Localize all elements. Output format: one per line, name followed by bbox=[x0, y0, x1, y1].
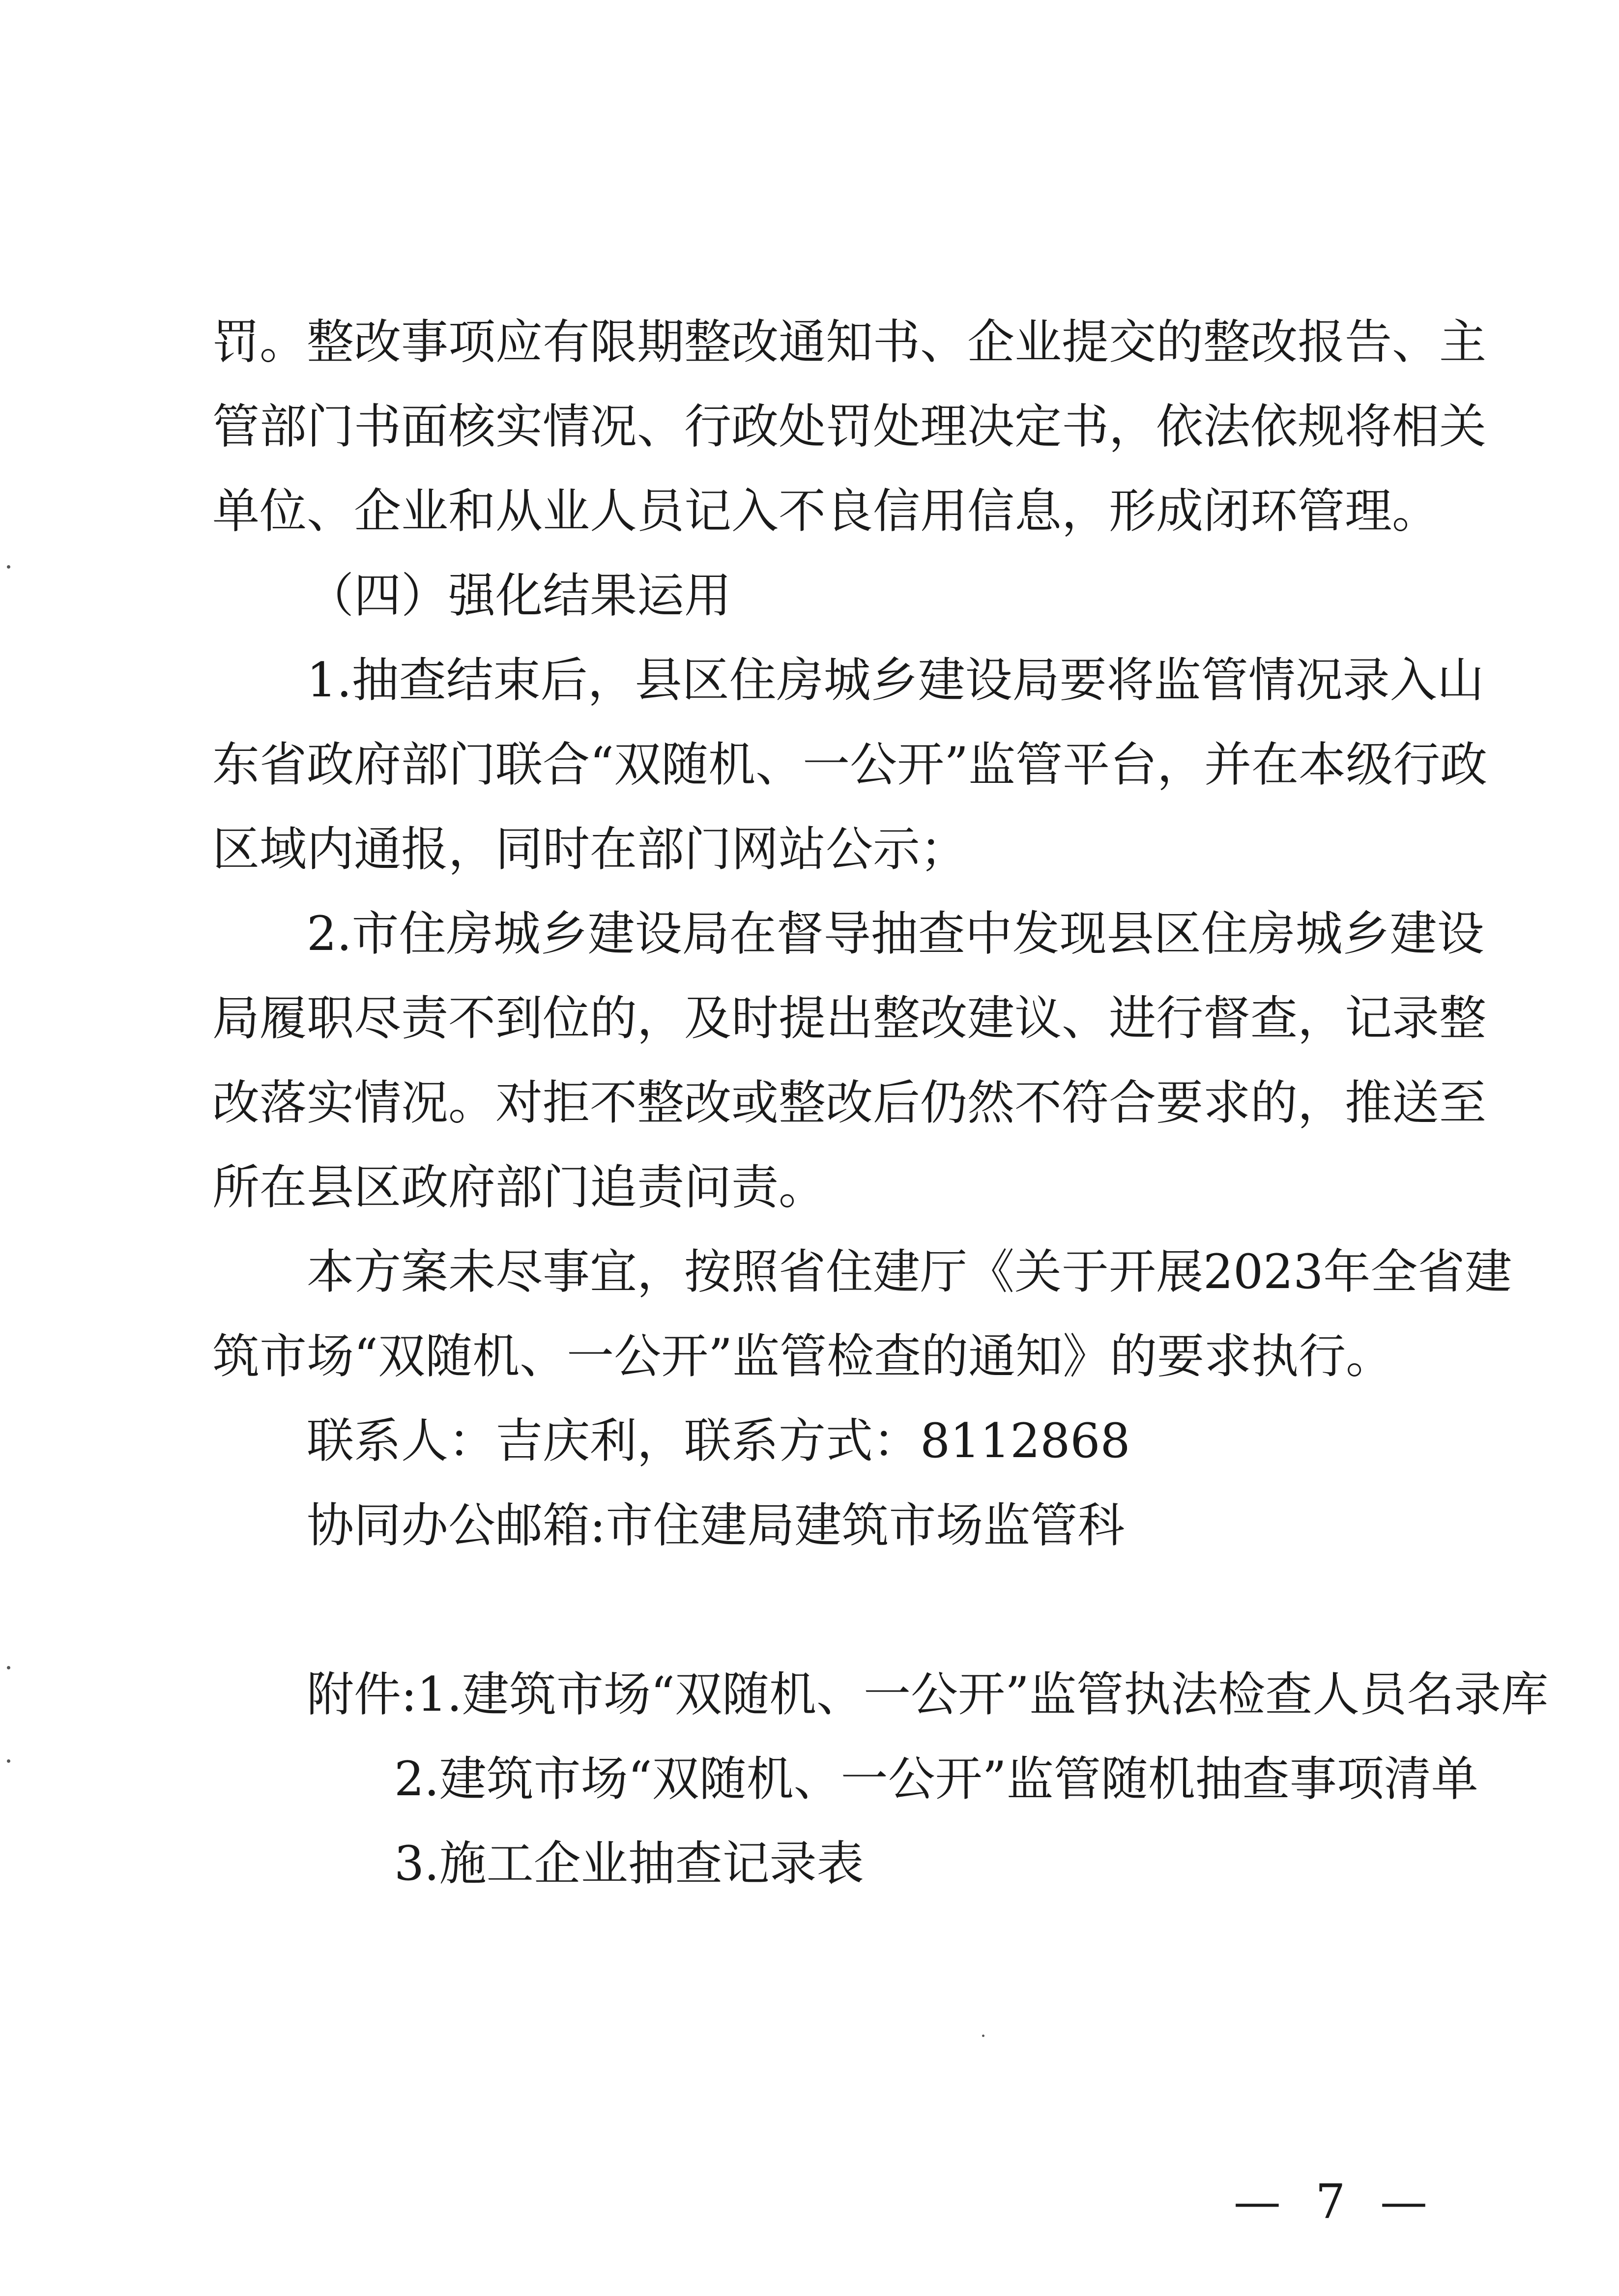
list-item-line: 东省政府部门联合“双随机、一公开”监管平台，并在本级行政 bbox=[212, 737, 1488, 792]
paragraph-line: 单位、企业和从业人员记入不良信用信息，形成闭环管理。 bbox=[212, 484, 1439, 539]
list-item-line: 区域内通报，同时在部门网站公示； bbox=[212, 822, 967, 877]
page-number: — 7 — bbox=[1233, 2174, 1437, 2229]
spacer bbox=[212, 1568, 1431, 1652]
scan-speck bbox=[7, 1666, 10, 1669]
contact-line: 联系人：吉庆利，联系方式：8112868 bbox=[307, 1413, 1130, 1468]
scan-speck bbox=[7, 565, 10, 569]
office-email-line: 协同办公邮箱:市住建局建筑市场监管科 bbox=[307, 1498, 1125, 1553]
document-body bbox=[212, 300, 1549, 1906]
paragraph-line: 罚。整改事项应有限期整改通知书、企业提交的整改报告、主 bbox=[212, 315, 1486, 370]
closing-line: 筑市场“双随机、一公开”监管检查的通知》的要求执行。 bbox=[212, 1329, 1393, 1384]
scan-speck bbox=[982, 2035, 984, 2037]
section-heading: （四）强化结果运用 bbox=[307, 568, 731, 623]
paragraph-line: 管部门书面核实情况、行政处罚处理决定书，依法依规将相关 bbox=[212, 399, 1486, 454]
list-item-line: 2.市住房城乡建设局在督导抽查中发现县区住房城乡建设 bbox=[307, 906, 1484, 961]
closing-line: 本方案未尽事宜，按照省住建厅《关于开展2023年全省建 bbox=[307, 1244, 1512, 1299]
list-item-line: 1.抽查结束后，县区住房城乡建设局要将监管情况录入山 bbox=[307, 653, 1484, 708]
list-item-line: 所在县区政府部门追责问责。 bbox=[212, 1160, 826, 1215]
attachment-line: 附件:1.建筑市场“双随机、一公开”监管执法检查人员名录库 bbox=[307, 1667, 1549, 1722]
list-item-line: 改落实情况。对拒不整改或整改后仍然不符合要求的，推送至 bbox=[212, 1075, 1486, 1130]
scan-speck bbox=[7, 1759, 10, 1763]
list-item-line: 局履职尽责不到位的，及时提出整改建议、进行督查，记录整 bbox=[212, 991, 1486, 1046]
attachment-line: 2.建筑市场“双随机、一公开”监管随机抽查事项清单 bbox=[394, 1751, 1478, 1807]
attachment-line: 3.施工企业抽查记录表 bbox=[394, 1836, 864, 1891]
